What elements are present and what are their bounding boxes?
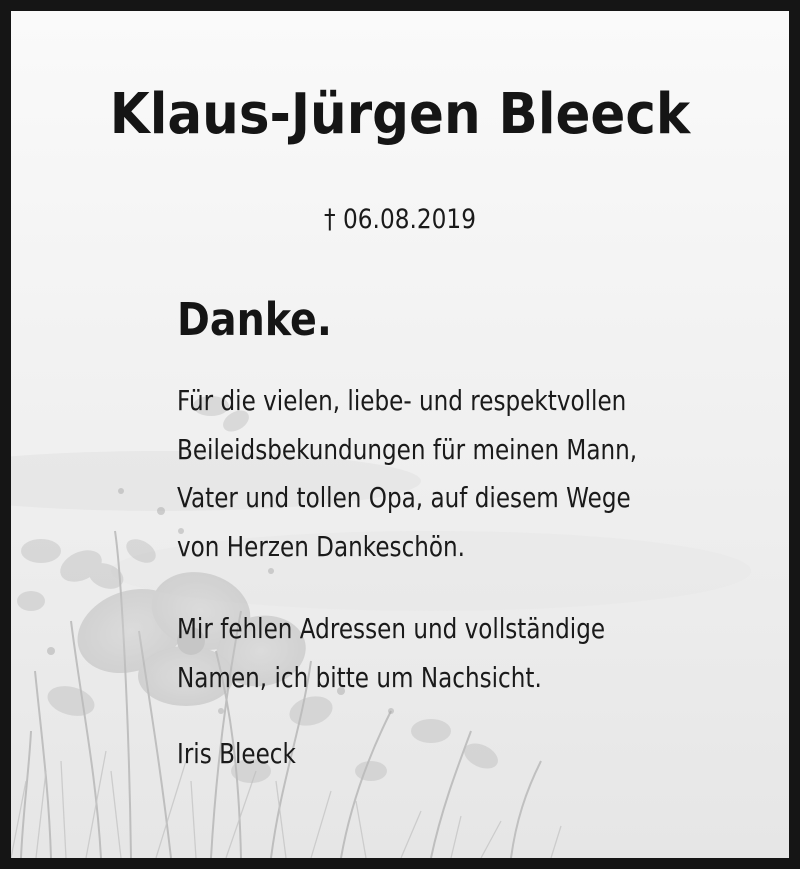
thanks-paragraph	[177, 377, 737, 571]
apology-paragraph	[177, 605, 737, 702]
paragraph-line: Vater und tollen Opa, auf diesem Wege	[177, 482, 631, 514]
paragraph-line: Namen, ich bitte um Nachsicht.	[177, 661, 542, 694]
thanks-heading: Danke.	[177, 293, 332, 346]
paragraph-line: von Herzen Dankeschön.	[177, 530, 466, 563]
signature: Iris Bleeck	[177, 738, 296, 770]
death-date: † 06.08.2019	[324, 204, 476, 235]
deceased-name: Klaus-Jürgen Bleeck	[109, 82, 691, 147]
message-block	[177, 293, 737, 779]
paragraph-line: Mir fehlen Adressen und vollständige	[177, 613, 606, 645]
paragraph-line: Beileidsbekundungen für meinen Mann,	[177, 433, 638, 466]
paragraph-line: Für die vielen, liebe- und respektvollen	[177, 385, 627, 417]
